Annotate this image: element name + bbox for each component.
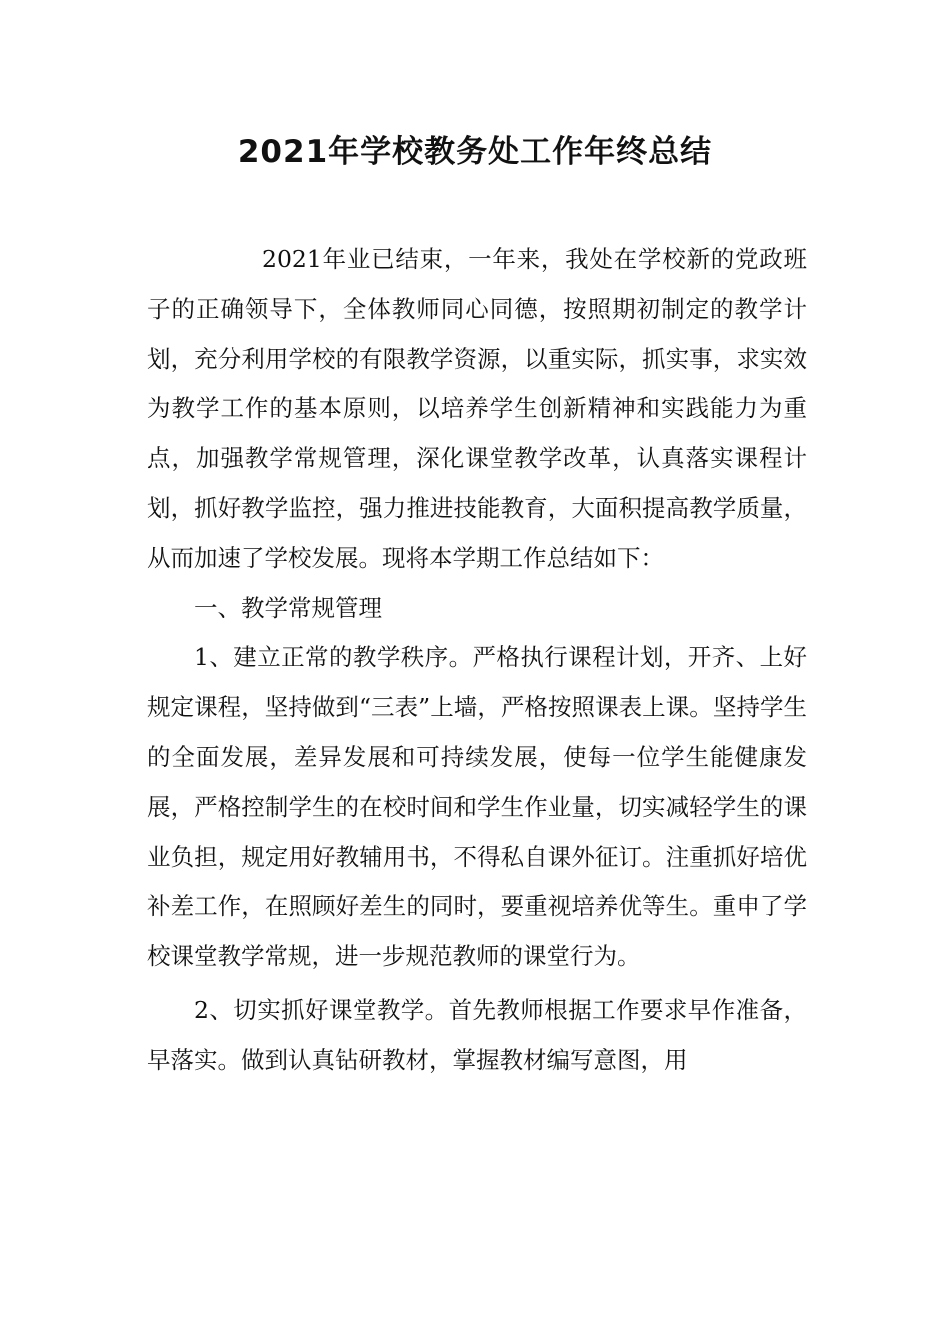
paragraph-classroom-teaching: 2、切实抓好课堂教学。首先教师根据工作要求早作准备，早落实。做到认真钻研教材，掌握教材编写意图，用 [147, 995, 807, 1074]
paragraph-intro: 2021年业已结束，一年来，我处在学校新的党政班子的正确领导下，全体教师同心同德，按照期初制定的教学计划，充分利用学校的有限教学资源，以重实际，抓实事，求实效为教学工作的基本原则，以培养学生创新精神和实践能力为重点，加强教学常规管理，深化课堂教学改革，认真落实课程计划，抓好教学监控，强力推进技能教育，大面积提高教学质量，从而加速了学校发展。现将本学期工作总结如下： [147, 245, 807, 572]
document-body [147, 235, 807, 1086]
paragraph-teaching-order: 1、建立正常的教学秩序。严格执行课程计划，开齐、上好规定课程，坚持做到“三表”上墙，严格按照课表上课。坚持学生的全面发展，差异发展和可持续发展，使每一位学生能健康发展，严格控制学生的在校时间和学生作业量，切实减轻学生的课业负担，规定用好教辅用书，不得私自课外征订。注重抓好培优补差工作，在照顾好差生的同时，要重视培养优等生。重申了学校课堂教学常规，进一步规范教师的课堂行为。 [147, 643, 807, 971]
section-heading-teaching-routine: 一、教学常规管理 [194, 593, 382, 622]
document-title: 2021年学校教务处工作年终总结 [237, 134, 713, 170]
